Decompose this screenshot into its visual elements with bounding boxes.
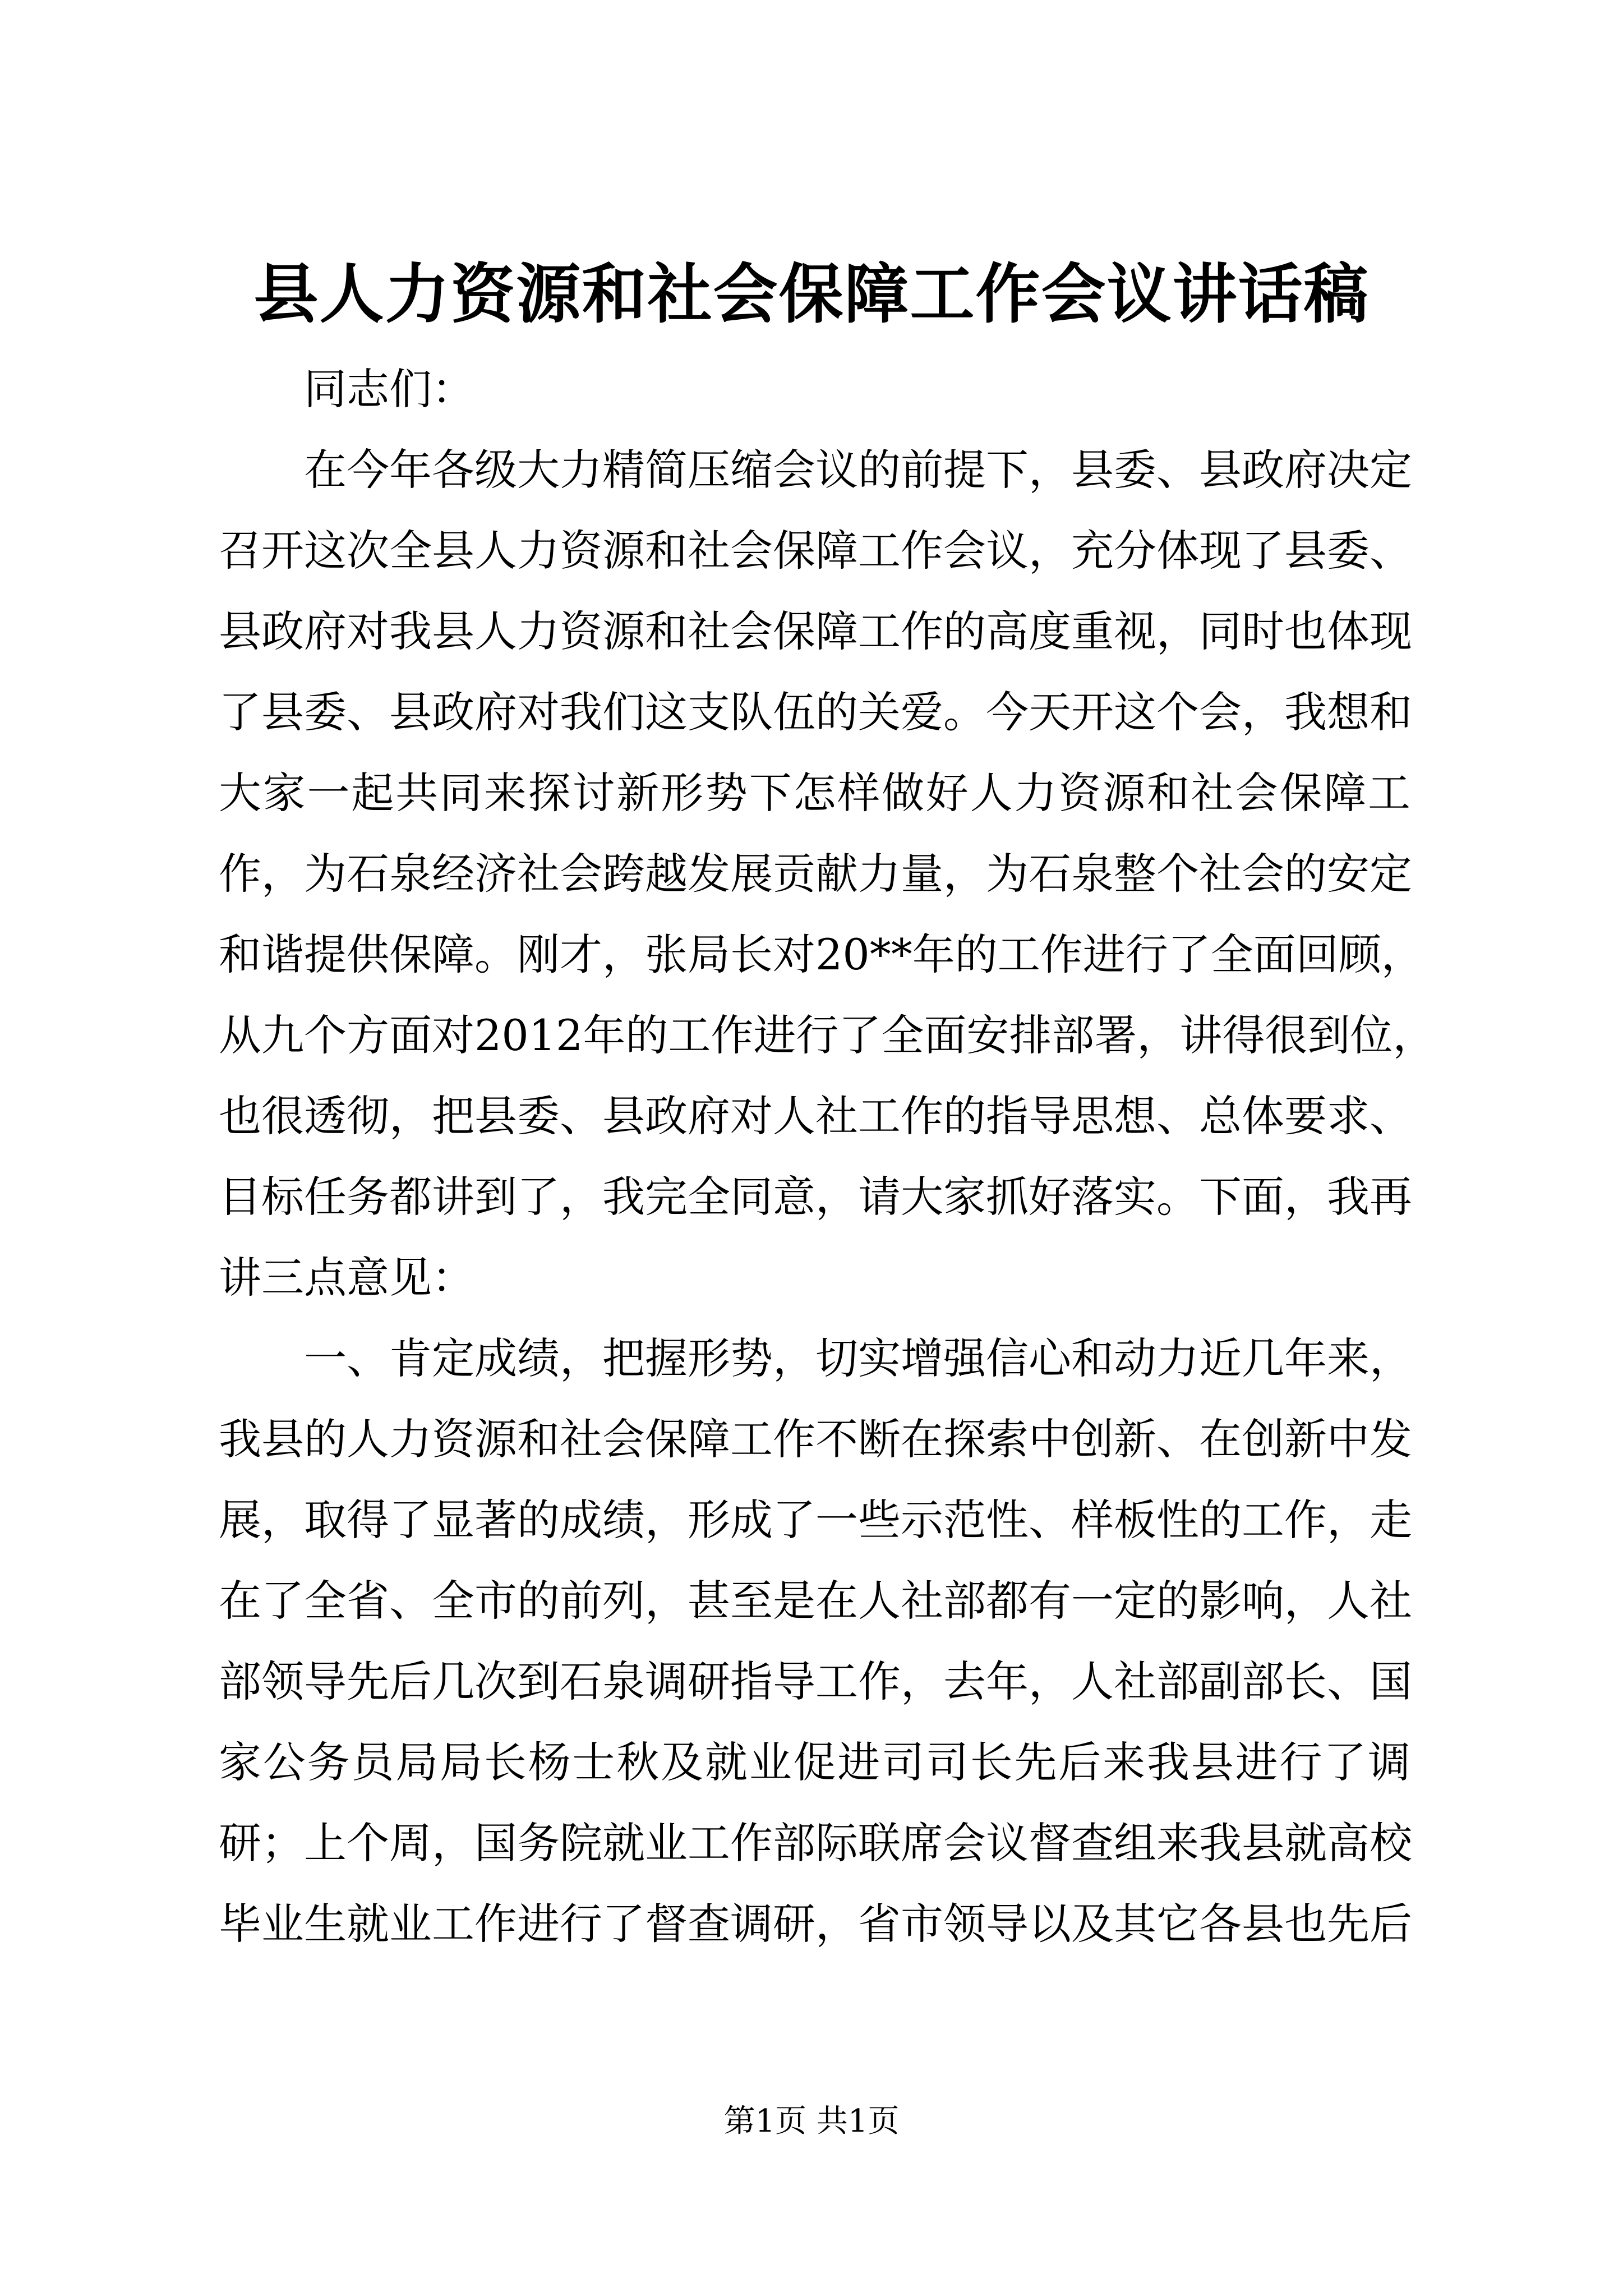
paragraph-line: 我县的人力资源和社会保障工作不断在探索中创新、在创新中发 (219, 1414, 1412, 1464)
document-title: 县人力资源和社会保障工作会议讲话稿 (253, 256, 1370, 332)
salutation: 同志们： (304, 364, 474, 414)
paragraph-line: 目标任务都讲到了，我完全同意，请大家抓好落实。下面，我再 (219, 1172, 1412, 1222)
paragraph-line: 从九个方面对2012年的工作进行了全面安排部署，讲得很到位， (219, 1010, 1436, 1060)
paragraph-line: 在了全省、全市的前列，甚至是在人社部都有一定的影响，人社 (219, 1576, 1412, 1626)
paragraph-line: 部领导先后几次到石泉调研指导工作，去年，人社部副部长、国 (219, 1657, 1412, 1706)
paragraph-line: 召开这次全县人力资源和社会保障工作会议，充分体现了县委、 (219, 526, 1412, 576)
paragraph-line: 也很透彻，把县委、县政府对人社工作的指导思想、总体要求、 (219, 1091, 1412, 1141)
paragraph-line: 一、肯定成绩，把握形势，切实增强信心和动力近几年来， (304, 1333, 1412, 1383)
paragraph-line: 展，取得了显著的成绩，形成了一些示范性、样板性的工作，走 (219, 1495, 1412, 1545)
page-footer: 第1页 共1页 (723, 2103, 900, 2139)
paragraph-line: 在今年各级大力精简压缩会议的前提下，县委、县政府决定 (304, 445, 1412, 495)
paragraph-line: 和谐提供保障。刚才，张局长对20**年的工作进行了全面回顾， (219, 930, 1424, 979)
document-body (219, 349, 1436, 1964)
paragraph-line: 家公务员局局长杨士秋及就业促进司司长先后来我县进行了调 (219, 1737, 1410, 1787)
paragraph-line: 讲三点意见： (219, 1253, 474, 1303)
paragraph-2 (219, 1318, 1410, 1964)
paragraph-line: 县政府对我县人力资源和社会保障工作的高度重视，同时也体现 (219, 606, 1412, 656)
paragraph-line: 研；上个周，国务院就业工作部际联席会议督查组来我县就高校 (219, 1818, 1412, 1868)
paragraph-line: 了县委、县政府对我们这支队伍的关爱。今天开这个会，我想和 (219, 687, 1412, 737)
paragraph-line: 毕业生就业工作进行了督查调研，省市领导以及其它各县也先后 (219, 1899, 1412, 1949)
paragraph-line: 大家一起共同来探讨新形势下怎样做好人力资源和社会保障工 (219, 768, 1410, 818)
paragraph-1 (219, 430, 1436, 1318)
paragraph-line: 作，为石泉经济社会跨越发展贡献力量，为石泉整个社会的安定 (219, 849, 1412, 899)
